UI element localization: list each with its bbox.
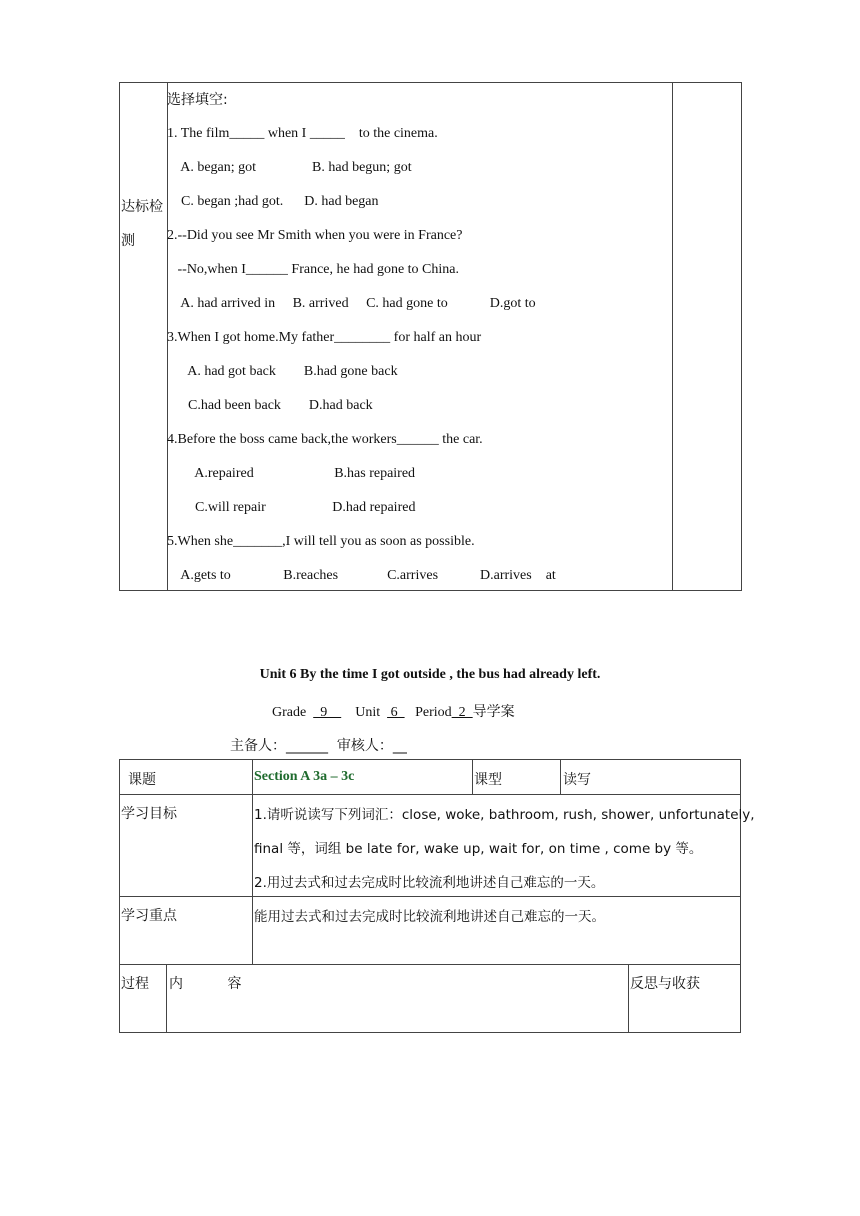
exercise-line: 选择填空:: [167, 92, 228, 108]
goals-line: final 等，词组 be late for, wake up, wait for, on time , come by 等。: [254, 841, 703, 857]
exercise-line: 3.When I got home.My father________ for half an hour: [167, 330, 482, 345]
exercise-line: --No,when I______ France, he had gone to China.: [167, 262, 459, 277]
period-value: 2: [451, 705, 473, 720]
period-label: Period: [415, 705, 452, 720]
exercise-line: 5.When she_______,I will tell you as soon as possible.: [167, 534, 475, 549]
exercise-line: 4.Before the boss came back,the workers______ the car.: [167, 432, 483, 447]
focus-value: 能用过去式和过去完成时比较流利地讲述自己难忘的一天。: [254, 909, 605, 925]
exercise-line: A.gets to B.reaches C.arrives D.arrives at: [167, 568, 556, 583]
topic-label: 课题: [128, 772, 156, 788]
exercise-line: 2.--Did you see Mr Smith when you were in France?: [167, 228, 463, 243]
exercise-line: C.will repair D.had repaired: [167, 500, 416, 515]
unit-title: Unit 6 By the time I got outside , the bus had already left.: [259, 667, 601, 682]
exercise-line: 1. The film_____ when I _____ to the cinema.: [167, 126, 438, 141]
grade-line: [272, 701, 515, 721]
unit-value: 6: [387, 705, 405, 720]
plan-table: [119, 759, 755, 1033]
type-value: 读写: [563, 772, 591, 788]
exercise-right-col: [672, 82, 742, 591]
exercise-line: A. had arrived in B. arrived C. had gone to D.got to: [167, 296, 536, 311]
exercise-line: C. began ;had got. D. had began: [167, 194, 379, 209]
goals-line: 2.用过去式和过去完成时比较流利地讲述自己难忘的一天。: [254, 875, 605, 891]
focus-label: 学习重点: [121, 908, 177, 924]
exercise-table: [119, 82, 741, 590]
goals-label: 学习目标: [121, 806, 177, 822]
preparer-line: 主备人：______ 审核人：__: [230, 738, 407, 754]
process-label: 过程: [121, 976, 149, 992]
type-label: 课型: [474, 772, 502, 788]
grade-label: Grade: [272, 705, 307, 720]
topic-value: Section A 3a – 3c: [254, 769, 355, 784]
unit-label: Unit: [355, 705, 381, 720]
goals-line: 1.请听说读写下列词汇：close, woke, bathroom, rush, shower, unfortunately,: [254, 807, 755, 823]
exercise-side-label: 达标检 测: [121, 199, 163, 249]
exercise-line: A. had got back B.had gone back: [167, 364, 398, 379]
reflection-label: 反思与收获: [630, 976, 700, 992]
content-label: 内 容: [169, 976, 242, 992]
exercise-left-col: [119, 82, 168, 591]
exercise-line: A.repaired B.has repaired: [167, 466, 416, 481]
exercise-line: C.had been back D.had back: [167, 398, 373, 413]
exercise-line: A. began; got B. had begun; got: [167, 160, 412, 175]
grade-value: 9: [313, 705, 342, 720]
doc-type: 导学案: [472, 704, 515, 720]
